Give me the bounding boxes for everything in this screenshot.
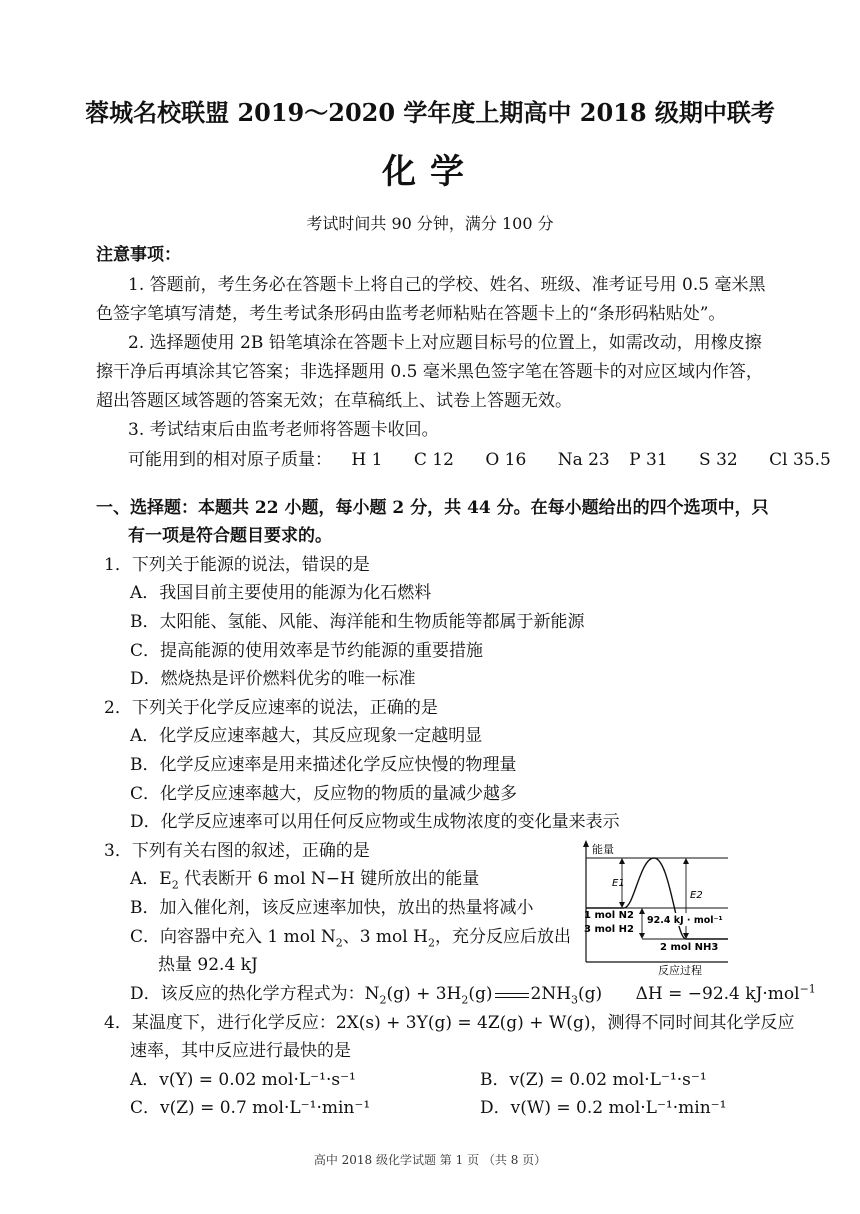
atomic-mass-label: 可能用到的相对原子质量：	[128, 450, 332, 470]
y-axis-label: 能量	[592, 843, 614, 856]
energy-diagram	[582, 840, 732, 980]
atomic-mass-na: Na 23	[557, 450, 610, 470]
q1-stem: 1．下列关于能源的说法，错误的是	[104, 555, 370, 575]
q3-option-b: B．加入催化剂，该反应速率加快，放出的热量将减小	[130, 898, 534, 918]
q1-option-d: D．燃烧热是评价燃料优劣的唯一标准	[130, 669, 416, 689]
q2-option-a: A．化学反应速率越大，其反应现象一定越明显	[130, 726, 483, 746]
atomic-mass-s: S 32	[699, 450, 738, 470]
equilibrium-arrow-icon	[495, 990, 529, 1000]
subject-title: 化学	[382, 152, 478, 192]
x-axis-label: 反应过程	[658, 964, 702, 977]
q1-option-c: C．提高能源的使用效率是节约能源的重要措施	[130, 641, 484, 661]
q4-option-b: B．v(Z) = 0.02 mol·L⁻¹·s⁻¹	[480, 1070, 707, 1090]
section1-line2: 有一项是符合题目要求的。	[128, 526, 332, 546]
q1-option-a: A．我国目前主要使用的能源为化石燃料	[130, 583, 432, 603]
delta-h-label: 92.4 kJ · mol⁻¹	[647, 915, 723, 926]
notice-item1-line1: 1. 答题前，考生务必在答题卡上将自己的学校、姓名、班级、准考证号用 0.5 毫米黑	[128, 275, 766, 295]
notice-item2-line3: 超出答题区域答题的答案无效；在草稿纸上、试卷上答题无效。	[96, 391, 572, 411]
q2-option-d: D．化学反应速率可以用任何反应物或生成物浓度的变化量来表示	[130, 812, 620, 832]
q2-option-b: B．化学反应速率是用来描述化学反应快慢的物理量	[130, 755, 517, 775]
q4-option-a: A．v(Y) = 0.02 mol·L⁻¹·s⁻¹	[130, 1070, 356, 1090]
e2-label: E2	[690, 890, 703, 901]
notice-item3: 3. 考试结束后由监考老师将答题卡收回。	[128, 420, 439, 440]
q3-option-a: A．$E_2$ 代表断开 6 mol N−H 键所放出的能量	[130, 869, 480, 892]
atomic-mass-line	[128, 450, 831, 470]
q4-stem-line2: 速率，其中反应进行最快的是	[130, 1041, 351, 1061]
q3-option-c: C．向容器中充入 1 mol $N_2$、3 mol $H_2$，充分反应后放出	[130, 927, 571, 950]
reactant-n2-label: 1 mol N2	[584, 910, 634, 921]
notice-item2-line1: 2. 选择题使用 2B 铅笔填涂在答题卡上对应题目标号的位置上，如需改动，用橡皮擦	[128, 333, 762, 353]
exam-title: 蓉城名校联盟 2019～2020 学年度上期高中 2018 级期中联考	[85, 98, 775, 127]
q3-stem: 3．下列有关右图的叙述，正确的是	[104, 841, 370, 861]
atomic-mass-o: O 16	[485, 450, 527, 470]
notice-item2-line2: 擦干净后再填涂其它答案；非选择题用 0.5 毫米黑色签字笔在答题卡的对应区域内作答，	[96, 362, 763, 382]
product-nh3-label: 2 mol NH3	[660, 942, 719, 953]
atomic-mass-p: P 31	[629, 450, 668, 470]
section1-line1: 一、选择题：本题共 22 小题，每小题 2 分，共 44 分。在每小题给出的四个选项中，只	[96, 498, 769, 518]
q4-stem-line1: 4．某温度下，进行化学反应：2X(s) + 3Y(g) = 4Z(g) + W(g)，测得不同时间其化学反应	[104, 1013, 795, 1033]
notice-heading: 注意事项：	[96, 245, 181, 265]
e1-label: E1	[612, 878, 625, 889]
time-info: 考试时间共 90 分钟，满分 100 分	[306, 214, 554, 233]
q4-option-c: C．v(Z) = 0.7 mol·L⁻¹·min⁻¹	[130, 1098, 371, 1118]
reactant-h2-label: 3 mol H2	[584, 924, 634, 935]
notice-item1-line2: 色签字笔填写清楚，考生考试条形码由监考老师粘贴在答题卡上的“条形码粘贴处”。	[96, 304, 726, 324]
q3-option-d: D．该反应的热化学方程式为：$N_2(g) + 3H_2(g)$ $2NH_3(g) \Delta H = -92.4$ kJ·mol$^{-1}$	[130, 982, 816, 1007]
page-footer: 高中 2018 级化学试题 第 1 页 （共 8 页）	[313, 1153, 547, 1167]
atomic-mass-c: C 12	[413, 450, 454, 470]
q3-option-c-line2: 热量 92.4 kJ	[158, 955, 258, 975]
q1-option-b: B．太阳能、氢能、风能、海洋能和生物质能等都属于新能源	[130, 612, 585, 632]
q2-option-c: C．化学反应速率越大，反应物的物质的量减少越多	[130, 784, 518, 804]
atomic-mass-cl: Cl 35.5	[769, 450, 831, 470]
q4-option-d: D．v(W) = 0.2 mol·L⁻¹·min⁻¹	[480, 1098, 727, 1118]
q2-stem: 2．下列关于化学反应速率的说法，正确的是	[104, 698, 438, 718]
atomic-mass-h: H 1	[351, 450, 383, 470]
